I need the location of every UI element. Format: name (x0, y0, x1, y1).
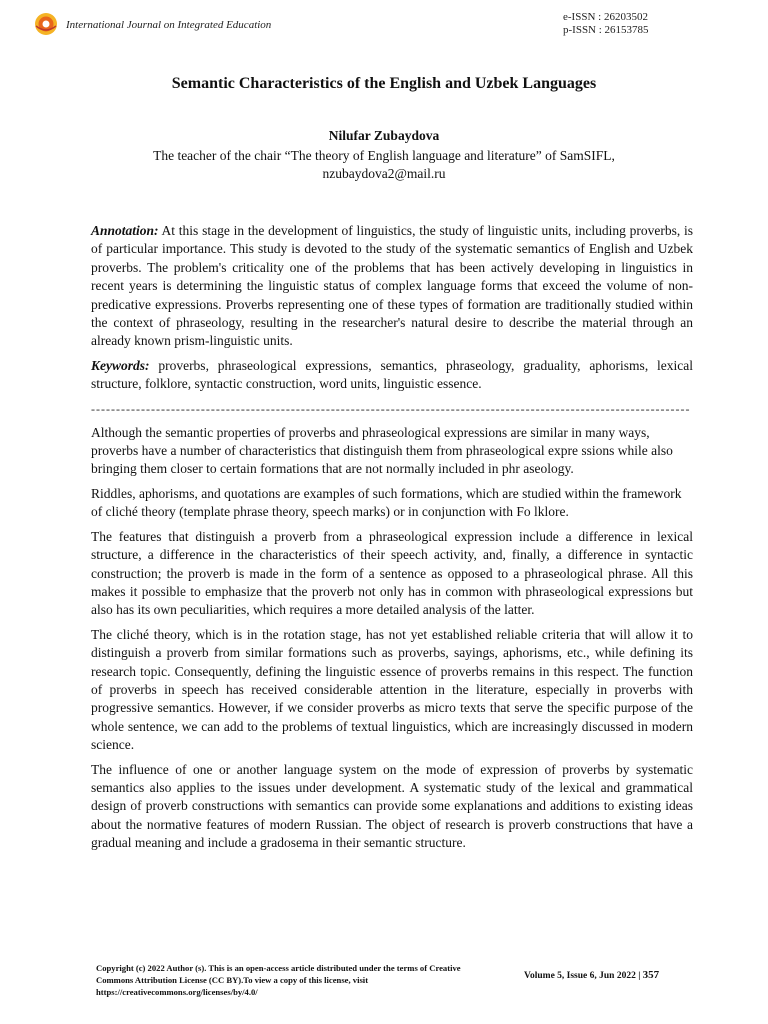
affiliation-text: The teacher of the chair “The theory of English language and literature” of SamSIFL, (153, 148, 615, 163)
e-issn: e-ISSN : 26203502 (563, 11, 648, 23)
journal-name: International Journal on Integrated Education (66, 19, 272, 31)
author-email: nzubaydova2@mail.ru (322, 166, 446, 181)
issn-block (563, 11, 649, 37)
body-paragraph: Although the semantic properties of proverbs and phraseological expressions are similar in many ways, proverbs have a number of characteristics that distinguish them from phraseological expre ssions while also bringing them closer to certain formations that are not normally included in phr aseology. (91, 424, 673, 477)
article-body (91, 222, 693, 859)
annotation (91, 222, 693, 351)
p-issn: p-ISSN : 26153785 (563, 24, 649, 36)
annotation-text: At this stage in the development of linguistics, the study of linguistic units, including proverbs, is of particular importance. This study is devoted to the study of the systematic semantics of English and Uzbek proverbs. The problem's criticality one of the problems that has been actively developing in linguistics in recent years is determining the linguistic status of complex language forms that exceed the volume of non-predicative expressions. Proverbs representing one of these types of formation are traditionally studied within the context of phraseology, resulting in the researcher's natural desire to describe the material through an already known prism-linguistic units. (91, 223, 693, 349)
author-affiliation (60, 147, 708, 183)
volume-info (524, 969, 659, 981)
journal-logo-icon (34, 12, 58, 36)
body-paragraph: The influence of one or another language system on the mode of expression of proverbs by systematic semantics also applies to the issues under development. A systematic study of the lexical and grammatical design of proverb constructions with semantics can provide some explanations and additions to existing ideas about the normative features of modern Russian. The object of research is proverb constructions that have a gradual meaning and include a gradosema in their semantic structure. (91, 761, 693, 851)
body-paragraph: The cliché theory, which is in the rotation stage, has not yet established reliable criteria that will allow it to distinguish a proverb from similar formations such as proverbs, sayings, aphorisms, etc., while defining its research topic. Consequently, defining the linguistic essence of proverbs remains in this respect. The function of proverbs in speech has received considerable attention in the literature, especially in proverbs with progressive semantics. However, if we consider proverbs as micro texts that serve the specific purpose of the whole sentence, we can add to the problems of textual linguistics, which are increasingly discussed in modern science. (91, 626, 693, 753)
volume-issue: Volume 5, Issue 6, Jun 2022 | (524, 971, 641, 981)
copyright-notice: Copyright (c) 2022 Author (s). This is an open-access article distributed under the terms of Creative Commons Attribution License (CC BY).To view a copy of this license, visit https://creativecommons.org/licenses/by/4.0/ (96, 963, 461, 997)
keywords-label: Keywords: (91, 357, 150, 373)
body-paragraph: Riddles, aphorisms, and quotations are examples of such formations, which are studied within the framework of cliché theory (template phrase theory, speech marks) or in conjunction with Fo lklore. (91, 485, 682, 520)
article-title: Semantic Characteristics of the English and Uzbek Languages (171, 75, 597, 92)
body-paragraph: The features that distinguish a proverb from a phraseological expression include a difference in lexical structure, a difference in the characteristics of their speech activity, and, finally, a difference in syntactic construction; the proverb is made in the form of a sentence as opposed to a phraseological phrase. All this makes it possible to emphasize that the proverb not only has in common with phraseological expressions but also has its own peculiarities, which requires a more detailed analysis of the latter. (91, 528, 693, 618)
page-number: 357 (642, 969, 660, 981)
section-separator: ------------------------------------------------------------------------------------------------------------------------ (91, 401, 691, 416)
annotation-label: Annotation: (91, 223, 159, 238)
author-name: Nilufar Zubaydova (328, 128, 440, 143)
keywords (91, 357, 693, 394)
keywords-text: proverbs, phraseological expressions, semantics, phraseology, graduality, aphorisms, lexical structure, folklore, syntactic construction, word units, linguistic essence. (91, 357, 693, 392)
